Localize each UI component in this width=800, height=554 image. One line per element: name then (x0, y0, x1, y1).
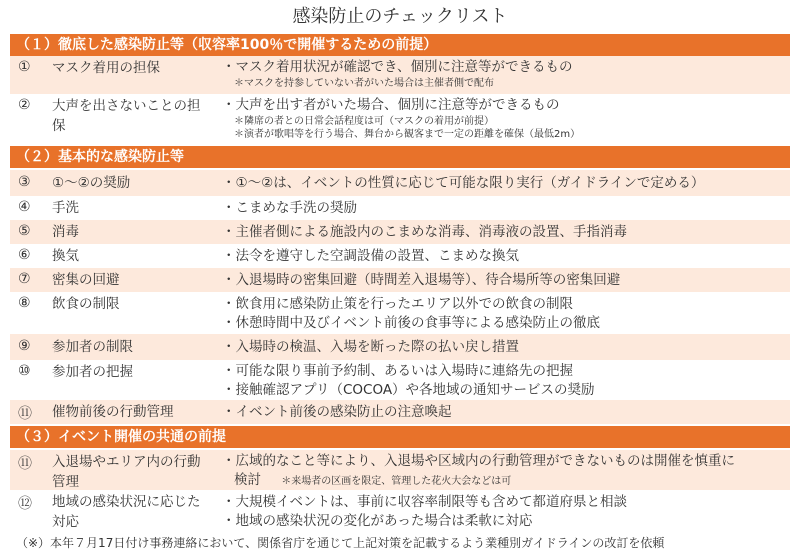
row-number: ⑥ (18, 247, 31, 263)
row-number: ⑫ (18, 496, 32, 512)
row-item: 大声を出さないことの担保 (52, 98, 201, 134)
table-row (10, 94, 790, 146)
desc-line: ・入退場時の密集回避（時間差入退場等）、待合場所等の密集回避 (222, 272, 621, 288)
row-number: ⑧ (18, 295, 31, 311)
table-row (10, 450, 790, 490)
row-item: 催物前後の行動管理 (52, 404, 174, 420)
row-desc (222, 199, 788, 218)
row-desc (222, 174, 788, 193)
section-header-3: （３）イベント開催の共通の前提 (10, 426, 790, 448)
row-item: マスク着用の担保 (52, 60, 160, 76)
row-number: ⑪ (18, 406, 32, 422)
desc-line: ・①～②は、イベントの性質に応じて可能な限り実行（ガイドラインで定める） (222, 175, 705, 191)
desc-line: ・法令を遵守した空調設備の設置、こまめな換気 (222, 248, 519, 264)
desc-note: ＊隣席の者との日常会話程度は可（マスクの着用が前提） (234, 116, 494, 127)
row-item: 消毒 (52, 224, 79, 240)
row-number: ⑨ (18, 338, 31, 354)
desc-note: ＊マスクを持参していない者がいた場合は主催者側で配布 (234, 78, 494, 89)
row-item: 入退場やエリア内の行動管理 (52, 454, 201, 490)
desc-line: ・入場時の検温、入場を断った際の払い戻し措置 (222, 339, 519, 355)
row-desc (222, 271, 788, 290)
desc-line: ・地域の感染状況の変化があった場合は柔軟に対応 (222, 513, 533, 529)
desc-line: ・可能な限り事前予約制、あるいは入場時に連絡先の把握 (222, 363, 573, 379)
row-number: ⑪ (18, 456, 32, 472)
desc-line: ・こまめな手洗の奨励 (222, 200, 357, 216)
row-desc (222, 96, 788, 141)
row-item: 参加者の把握 (52, 364, 133, 380)
page-title: 感染防止のチェックリスト (292, 6, 508, 27)
section-header-1: （１）徹底した感染防止等（収容率100％で開催するための前提） (10, 34, 790, 56)
row-item: 飲食の制限 (52, 296, 120, 312)
row-desc (222, 247, 788, 266)
row-desc (222, 295, 788, 333)
row-number: ③ (18, 174, 31, 190)
table-row (10, 360, 790, 400)
row-number: ① (18, 59, 31, 75)
desc-line: ・接触確認アプリ（COCOA）や各地域の通知サービスの奨励 (222, 382, 595, 398)
desc-note: ＊演者が歌唱等を行う場合、舞台から観客まで一定の距離を確保（最低2m） (234, 129, 581, 140)
table-row (10, 292, 790, 334)
row-number: ④ (18, 199, 31, 215)
table-row (10, 220, 790, 244)
table-row (10, 268, 790, 292)
desc-line: ・主催者側による施設内のこまめな消毒、消毒液の設置、手指消毒 (222, 224, 627, 240)
table-row (10, 170, 790, 196)
desc-line: 検討 (234, 472, 261, 488)
row-item: 換気 (52, 248, 79, 264)
row-desc (222, 362, 788, 400)
table-row (10, 196, 790, 220)
table-row (10, 400, 790, 424)
row-number: ⑦ (18, 271, 31, 287)
desc-line: ・大声を出す者がいた場合、個別に注意等ができるもの (222, 97, 560, 113)
row-item: 参加者の制限 (52, 339, 133, 355)
desc-note: ＊来場者の区画を限定、管理した花火大会などは可 (281, 476, 512, 487)
desc-line: ・大規模イベントは、事前に収容率制限等も含めて都道府県と相談 (222, 494, 627, 510)
desc-line: ・イベント前後の感染防止の注意喚起 (222, 404, 452, 420)
table-row (10, 244, 790, 268)
row-desc (222, 58, 788, 90)
row-number: ⑤ (18, 223, 31, 239)
row-item: 手洗 (52, 200, 79, 216)
row-item: 地域の感染状況に応じた対応 (52, 494, 201, 530)
footnote: （※）本年７月17日付け事務連絡において、関係省庁を通じて上記対策を記載するよう業種別ガイドラインの改訂を依頼 (16, 536, 665, 550)
row-desc (222, 452, 788, 490)
row-number: ⑩ (18, 363, 31, 379)
table-row (10, 56, 790, 94)
row-desc (222, 403, 788, 422)
row-desc (222, 338, 788, 357)
desc-line: ・飲食用に感染防止策を行ったエリア以外での飲食の制限 (222, 296, 573, 312)
desc-line: ・休憩時間中及びイベント前後の食事等による感染防止の徹底 (222, 315, 600, 331)
desc-line: ・マスク着用状況が確認でき、個別に注意等ができるもの (222, 59, 573, 75)
table-row (10, 490, 790, 532)
table-row (10, 334, 790, 360)
section-header-2: （２）基本的な感染防止等 (10, 146, 790, 168)
row-desc (222, 493, 788, 531)
row-desc (222, 223, 788, 242)
row-item: 密集の回避 (52, 272, 120, 288)
desc-line: ・広域的なこと等により、入退場や区域内の行動管理ができないものは開催を慎重に (222, 453, 735, 469)
row-number: ② (18, 97, 31, 113)
row-item: ①～②の奨励 (52, 175, 131, 191)
